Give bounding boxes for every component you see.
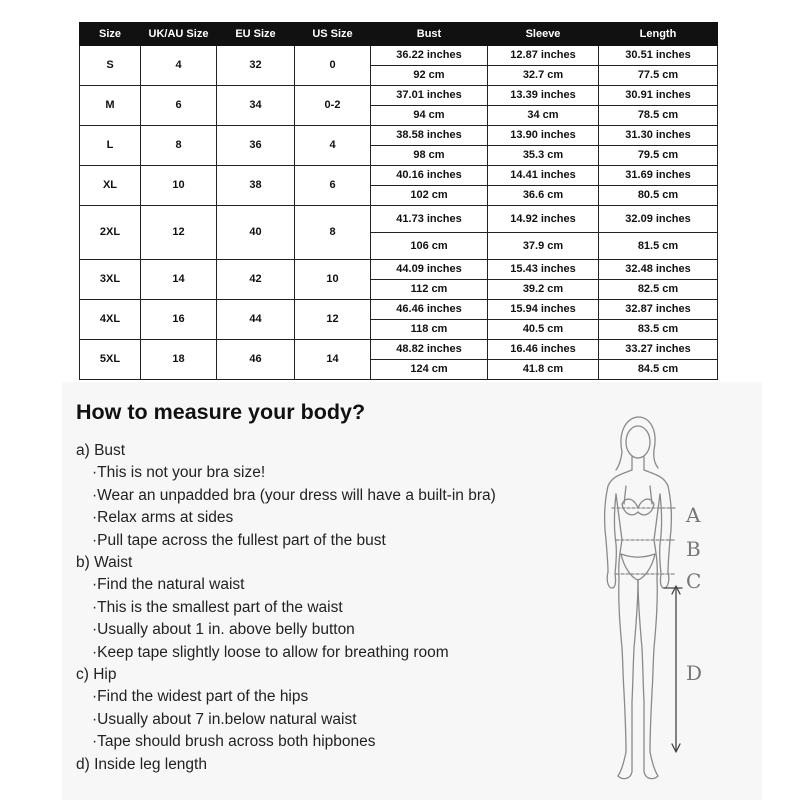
instruction-item: ·Keep tape slightly loose to allow for breathing room <box>92 643 449 661</box>
col-header: US Size <box>295 23 371 46</box>
measure-instructions <box>76 440 496 776</box>
eu-size-cell: 36 <box>217 126 295 166</box>
us-size-cell: 0 <box>295 46 371 86</box>
label-b: B <box>686 537 701 561</box>
bust-cm-cell: 112 cm <box>371 280 488 300</box>
instruction-item: ·Relax arms at sides <box>92 509 234 527</box>
sleeve-inches-cell: 15.94 inches <box>488 300 599 320</box>
sleeve-cm-cell: 39.2 cm <box>488 280 599 300</box>
col-header: EU Size <box>217 23 295 46</box>
bust-inches-cell: 41.73 inches <box>371 206 488 233</box>
uk-au-size-cell: 14 <box>141 260 217 300</box>
uk-au-size-cell: 10 <box>141 166 217 206</box>
bust-inches-cell: 37.01 inches <box>371 86 488 106</box>
bust-inches-cell: 44.09 inches <box>371 260 488 280</box>
sleeve-cm-cell: 36.6 cm <box>488 186 599 206</box>
size-cell: L <box>80 126 141 166</box>
table-row <box>80 340 718 360</box>
uk-au-size-cell: 6 <box>141 86 217 126</box>
sleeve-cm-cell: 32.7 cm <box>488 66 599 86</box>
col-header: Bust <box>371 23 488 46</box>
measure-heading: a) Bust <box>76 442 126 459</box>
uk-au-size-cell: 8 <box>141 126 217 166</box>
uk-au-size-cell: 12 <box>141 206 217 260</box>
bust-cm-cell: 118 cm <box>371 320 488 340</box>
bust-cm-cell: 106 cm <box>371 233 488 260</box>
sleeve-cm-cell: 34 cm <box>488 106 599 126</box>
size-cell: 5XL <box>80 340 141 380</box>
length-cm-cell: 82.5 cm <box>599 280 718 300</box>
sleeve-inches-cell: 14.92 inches <box>488 206 599 233</box>
table-row <box>80 46 718 66</box>
length-inches-cell: 31.69 inches <box>599 166 718 186</box>
instruction-item: ·Find the widest part of the hips <box>92 688 309 706</box>
table-row <box>80 126 718 146</box>
uk-au-size-cell: 16 <box>141 300 217 340</box>
col-header: UK/AU Size <box>141 23 217 46</box>
header-row <box>80 23 718 46</box>
size-cell: M <box>80 86 141 126</box>
length-cm-cell: 84.5 cm <box>599 360 718 380</box>
instruction-item: ·This is the smallest part of the waist <box>92 598 343 616</box>
instruction-item: ·This is not your bra size! <box>92 464 266 482</box>
length-cm-cell: 79.5 cm <box>599 146 718 166</box>
sleeve-inches-cell: 15.43 inches <box>488 260 599 280</box>
sleeve-cm-cell: 40.5 cm <box>488 320 599 340</box>
eu-size-cell: 34 <box>217 86 295 126</box>
measure-title: How to measure your body? <box>76 400 366 424</box>
bust-inches-cell: 36.22 inches <box>371 46 488 66</box>
length-inches-cell: 30.91 inches <box>599 86 718 106</box>
eu-size-cell: 40 <box>217 206 295 260</box>
sleeve-inches-cell: 13.39 inches <box>488 86 599 106</box>
uk-au-size-cell: 18 <box>141 340 217 380</box>
length-inches-cell: 32.48 inches <box>599 260 718 280</box>
length-inches-cell: 32.87 inches <box>599 300 718 320</box>
col-header: Size <box>80 23 141 46</box>
eu-size-cell: 44 <box>217 300 295 340</box>
size-cell: S <box>80 46 141 86</box>
eu-size-cell: 38 <box>217 166 295 206</box>
bust-cm-cell: 102 cm <box>371 186 488 206</box>
table-row <box>80 260 718 280</box>
sleeve-inches-cell: 16.46 inches <box>488 340 599 360</box>
eu-size-cell: 42 <box>217 260 295 300</box>
label-a: A <box>686 503 701 527</box>
us-size-cell: 4 <box>295 126 371 166</box>
sleeve-inches-cell: 14.41 inches <box>488 166 599 186</box>
us-size-cell: 10 <box>295 260 371 300</box>
us-size-cell: 14 <box>295 340 371 380</box>
bust-cm-cell: 124 cm <box>371 360 488 380</box>
size-chart-table <box>79 22 718 380</box>
label-d: D <box>686 661 703 685</box>
body-measurement-figure-icon <box>592 412 730 790</box>
length-inches-cell: 32.09 inches <box>599 206 718 233</box>
us-size-cell: 12 <box>295 300 371 340</box>
size-table-body <box>80 46 718 380</box>
instruction-item: ·Find the natural waist <box>92 576 245 594</box>
sleeve-cm-cell: 37.9 cm <box>488 233 599 260</box>
length-inches-cell: 33.27 inches <box>599 340 718 360</box>
size-cell: 4XL <box>80 300 141 340</box>
us-size-cell: 0-2 <box>295 86 371 126</box>
bust-cm-cell: 94 cm <box>371 106 488 126</box>
instruction-item: ·Usually about 1 in. above belly button <box>92 621 355 639</box>
eu-size-cell: 46 <box>217 340 295 380</box>
col-header: Sleeve <box>488 23 599 46</box>
bust-inches-cell: 40.16 inches <box>371 166 488 186</box>
measure-heading: b) Waist <box>76 554 133 572</box>
bust-cm-cell: 92 cm <box>371 66 488 86</box>
length-cm-cell: 81.5 cm <box>599 233 718 260</box>
length-cm-cell: 78.5 cm <box>599 106 718 126</box>
instruction-item: ·Tape should brush across both hipbones <box>92 733 376 751</box>
size-cell: 3XL <box>80 260 141 300</box>
measure-heading: d) Inside leg length <box>76 755 207 773</box>
us-size-cell: 8 <box>295 206 371 260</box>
sleeve-cm-cell: 41.8 cm <box>488 360 599 380</box>
size-cell: 2XL <box>80 206 141 260</box>
length-cm-cell: 83.5 cm <box>599 320 718 340</box>
instruction-item: ·Usually about 7 in.below natural waist <box>92 710 357 728</box>
length-cm-cell: 80.5 cm <box>599 186 718 206</box>
bust-inches-cell: 46.46 inches <box>371 300 488 320</box>
eu-size-cell: 32 <box>217 46 295 86</box>
col-header: Length <box>599 23 718 46</box>
length-inches-cell: 30.51 inches <box>599 46 718 66</box>
uk-au-size-cell: 4 <box>141 46 217 86</box>
table-row <box>80 166 718 186</box>
label-c: C <box>686 569 702 593</box>
instruction-item: ·Pull tape across the fullest part of the bust <box>92 531 386 549</box>
bust-cm-cell: 98 cm <box>371 146 488 166</box>
size-cell: XL <box>80 166 141 206</box>
bust-inches-cell: 48.82 inches <box>371 340 488 360</box>
bust-inches-cell: 38.58 inches <box>371 126 488 146</box>
sleeve-inches-cell: 13.90 inches <box>488 126 599 146</box>
table-row <box>80 206 718 233</box>
instruction-item: ·Wear an unpadded bra (your dress will have a built-in bra) <box>92 486 496 504</box>
measure-heading: c) Hip <box>76 666 117 684</box>
length-cm-cell: 77.5 cm <box>599 66 718 86</box>
table-row <box>80 86 718 106</box>
us-size-cell: 6 <box>295 166 371 206</box>
table-row <box>80 300 718 320</box>
sleeve-cm-cell: 35.3 cm <box>488 146 599 166</box>
length-inches-cell: 31.30 inches <box>599 126 718 146</box>
sleeve-inches-cell: 12.87 inches <box>488 46 599 66</box>
size-table-header <box>80 23 718 46</box>
